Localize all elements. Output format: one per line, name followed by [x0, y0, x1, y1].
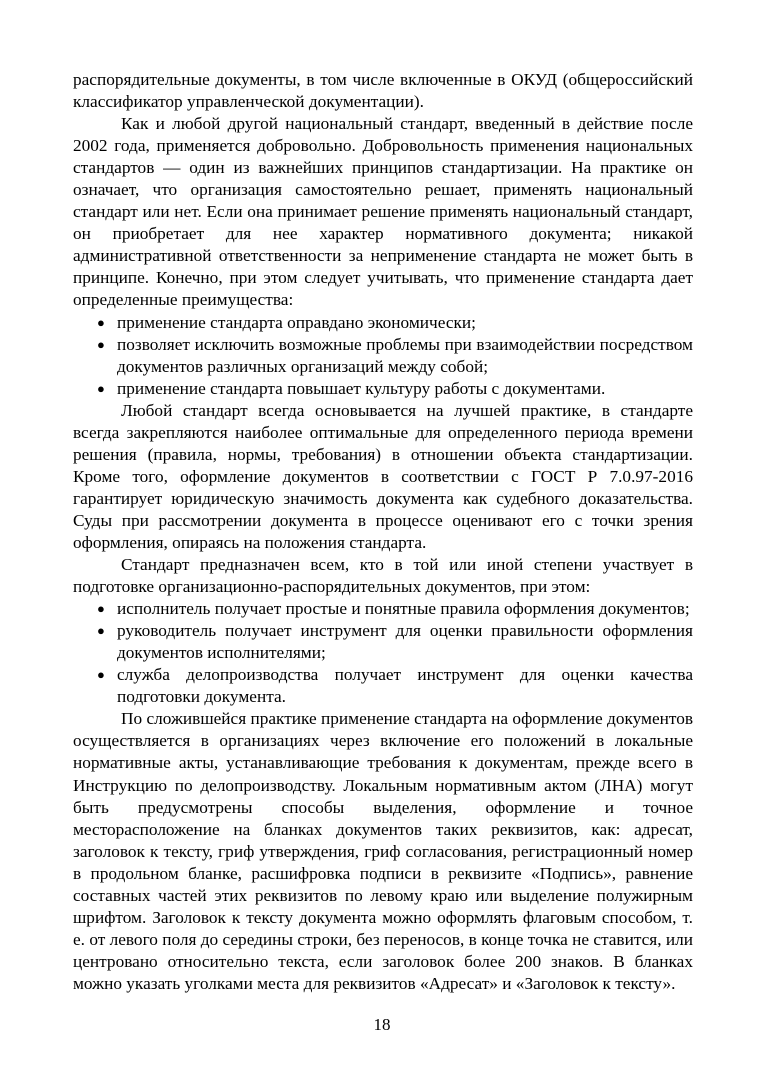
- bullet-icon: ●: [97, 380, 105, 396]
- paragraph-best-practice: Любой стандарт всегда основывается на лучшей практике, в стандарте всегда закрепляются наиболее оптимальные для определенного периода времени решения (правила, нормы, требования) в отношении объекта стандартизации. Кроме того, оформление документов в соответствии с ГОСТ Р 7.0.97-2016 гарантирует юридическую значимость документа как судебного доказательства. Суды при рассмотрении документа в процессе оценивают его с точки зрения оформления, опираясь на положения стандарта.: [73, 400, 693, 552]
- paragraph-practice-lna: По сложившейся практике применение стандарта на оформление документов осуществляется в организациях через включение его положений в локальные нормативные акты, устанавливающие требования к документам, прежде всего в Инструкцию по делопроизводству. Локальным нормативным актом (ЛНА) могут быть предусмотрены способы выделения, оформление и точное месторасположение на бланках документов таких реквизитов, как: адресат, заголовок к тексту, гриф утверждения, гриф согласования, регистрационный номер в продольном бланке, расшифровка подписи в реквизите «Подпись», равнение составных частей этих реквизитов по левому краю или выделение полужирным шрифтом. Заголовок к тексту документа можно оформлять флаговым способом, т. е. от левого поля до середины строки, без переносов, в конце точка не ставится, или центровано относительно текста, если заголовок более 200 знаков. В бланках можно указать уголками места для реквизитов «Адресат» и «Заголовок к тексту».: [73, 709, 693, 993]
- list-item-text: руководитель получает инструмент для оценки правильности оформления документов исполнителями;: [117, 621, 693, 663]
- list-item: [73, 378, 693, 400]
- paragraph-audience: Стандарт предназначен всем, кто в той или иной степени участвует в подготовке организационно-распорядительных документов, при этом:: [73, 555, 693, 597]
- body-text: [73, 69, 693, 995]
- list-item-text: применение стандарта оправдано экономически;: [117, 312, 476, 332]
- list-item: [73, 620, 693, 664]
- paragraph-continuation: распорядительные документы, в том числе включенные в ОКУД (общероссийский классификатор управленческой документации).: [73, 70, 693, 112]
- bullet-icon: ●: [97, 601, 105, 617]
- list-item: [73, 664, 693, 708]
- list-item: [73, 598, 693, 620]
- list-item: [73, 334, 693, 378]
- paragraph-voluntary-standard: Как и любой другой национальный стандарт, введенный в действие после 2002 года, применяется добровольно. Добровольность применения национальных стандартов — один из важнейших принципов стандартизации. На практике он означает, что организация самостоятельно решает, применять национальный стандарт или нет. Если она принимает решение применять национальный стандарт, он приобретает для нее характер нормативного документа; никакой административной ответственности за неприменение стандарта не может быть в принципе. Конечно, при этом следует учитывать, что применение стандарта дает определенные преимущества:: [73, 114, 693, 310]
- audience-list: [73, 598, 693, 708]
- list-item: [73, 312, 693, 334]
- list-item-text: позволяет исключить возможные проблемы при взаимодействии посредством документов различных организаций между собой;: [117, 334, 693, 376]
- list-item-text: исполнитель получает простые и понятные правила оформления документов;: [117, 599, 690, 619]
- bullet-icon: ●: [97, 667, 105, 683]
- advantages-list: [73, 312, 693, 400]
- bullet-icon: ●: [97, 623, 105, 639]
- bullet-icon: ●: [97, 336, 105, 352]
- list-item-text: служба делопроизводства получает инструмент для оценки качества подготовки документа.: [117, 665, 693, 707]
- page-number: 18: [373, 1015, 391, 1034]
- bullet-icon: ●: [97, 314, 105, 330]
- list-item-text: применение стандарта повышает культуру работы с документами.: [117, 378, 606, 398]
